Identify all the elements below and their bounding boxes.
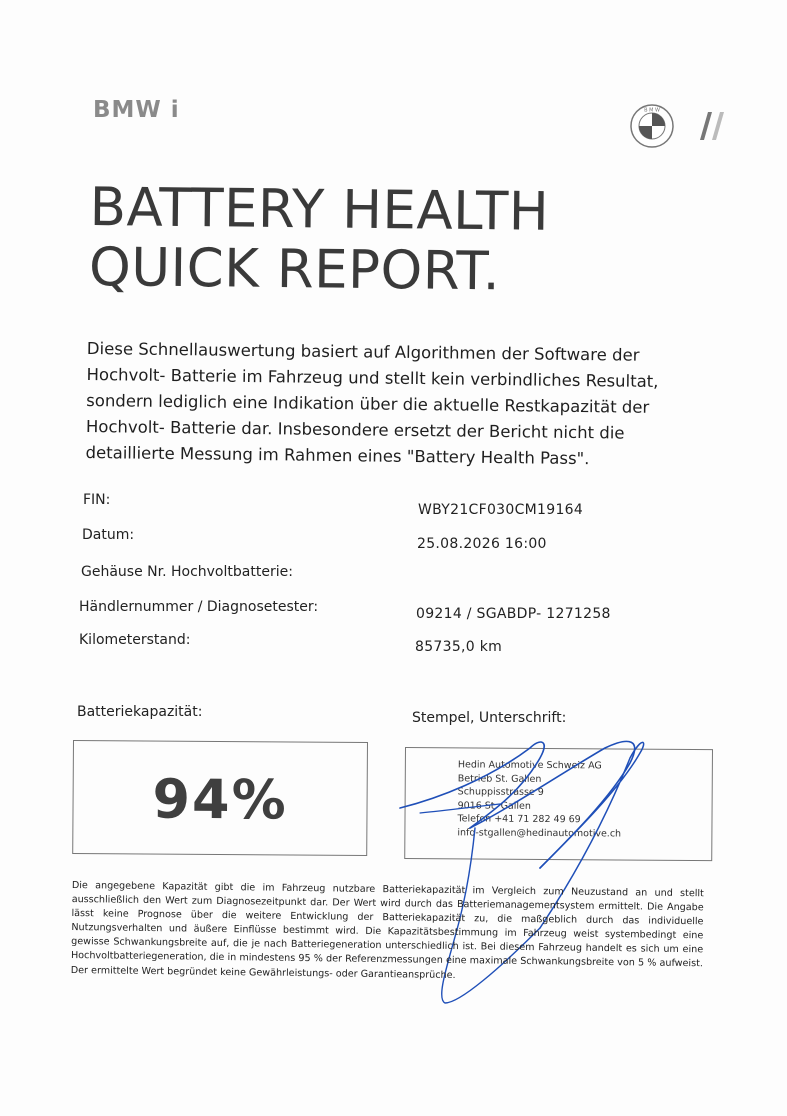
- fin-label: FIN:: [83, 492, 111, 508]
- svg-text:B M W: B M W: [644, 107, 660, 114]
- report-title-line-1: BATTERY HEALTH: [89, 177, 550, 243]
- dealer-number-label: Händlernummer / Diagnosetester:: [79, 599, 319, 615]
- stamp-box: [404, 747, 713, 861]
- intro-paragraph: Diese Schnellauswertung basiert auf Algorithmen der Software der Hochvolt- Batterie im Fahrzeug und stellt kein verbindliches Resultat, sondern lediglich eine Indikation über die aktuelle Restkapazität der Hochvolt- Batterie dar. Insbesondere ersetzt der Bericht nicht die detaillierte Messung im Rahmen eines "Battery Health Pass".: [85, 338, 659, 469]
- dealer-number-value: 09214 / SGABDP- 1271258: [416, 606, 611, 622]
- report-title: [89, 178, 550, 303]
- stamp-company: Hedin Automotive Schweiz AG: [457, 759, 602, 772]
- fin-value: WBY21CF030CM19164: [418, 502, 584, 518]
- disclaimer-text: Die angegebene Kapazität gibt die im Fahrzeug nutzbare Batteriekapazität im Vergleich zum Neuzustand an und stellt ausschließlich den Wert zum Diagnosezeitpunkt dar. Der Wert wird durch das Batteriemanagementsystem ermittelt. Die Angabe lässt keine Prognose über die weitere Entwicklung der Batteriekapazität zu, die maßgeblich durch das individuelle Nutzungsverhalten und äußere Einflüsse bestimmt wird. Die Kapazitätsbestimmung im Fahrzeug weist systembedingt eine gewisse Schwankungsbreite auf, die je nach Batteriegeneration unterschiedlich ist. Bei diesem Fahrzeug handelt es sich um eine Hochvoltbatteriegeneration, die in mindestens 95 % der Referenzmessungen eine maximale Schwankungsbreite von 5 % aufweist. Der ermittelte Wert begründet keine Gewährleistungs- oder Garantieansprüche.: [70, 879, 704, 981]
- mileage-label: Kilometerstand:: [79, 632, 191, 648]
- stamp-branch: Betrieb St. Gallen: [457, 772, 542, 785]
- mileage-value: 85735,0 km: [415, 639, 503, 655]
- capacity-label: Batteriekapazität:: [77, 704, 203, 720]
- capacity-box: [72, 740, 368, 856]
- stamp-street: Schuppisstrasse 9: [457, 786, 544, 798]
- report-title-line-2: QUICK REPORT.: [88, 236, 501, 303]
- capacity-value: 94%: [152, 767, 288, 832]
- stamp-signature-label: Stempel, Unterschrift:: [412, 710, 567, 726]
- bmw-logo: [628, 104, 728, 148]
- bmw-roundel-icon: [628, 104, 728, 148]
- bmw-i-brand-label: BMW i: [93, 97, 180, 123]
- battery-housing-label: Gehäuse Nr. Hochvoltbatterie:: [81, 564, 293, 580]
- date-value: 25.08.2026 16:00: [417, 536, 547, 552]
- date-label: Datum:: [82, 527, 135, 543]
- stamp-phone: Telefon +41 71 282 49 69: [457, 813, 581, 826]
- stamp-city: 9016 St. Gallen: [457, 799, 531, 812]
- stamp-email: info-stgallen@hedinautomotive.ch: [457, 826, 622, 840]
- dealer-stamp: [457, 758, 621, 840]
